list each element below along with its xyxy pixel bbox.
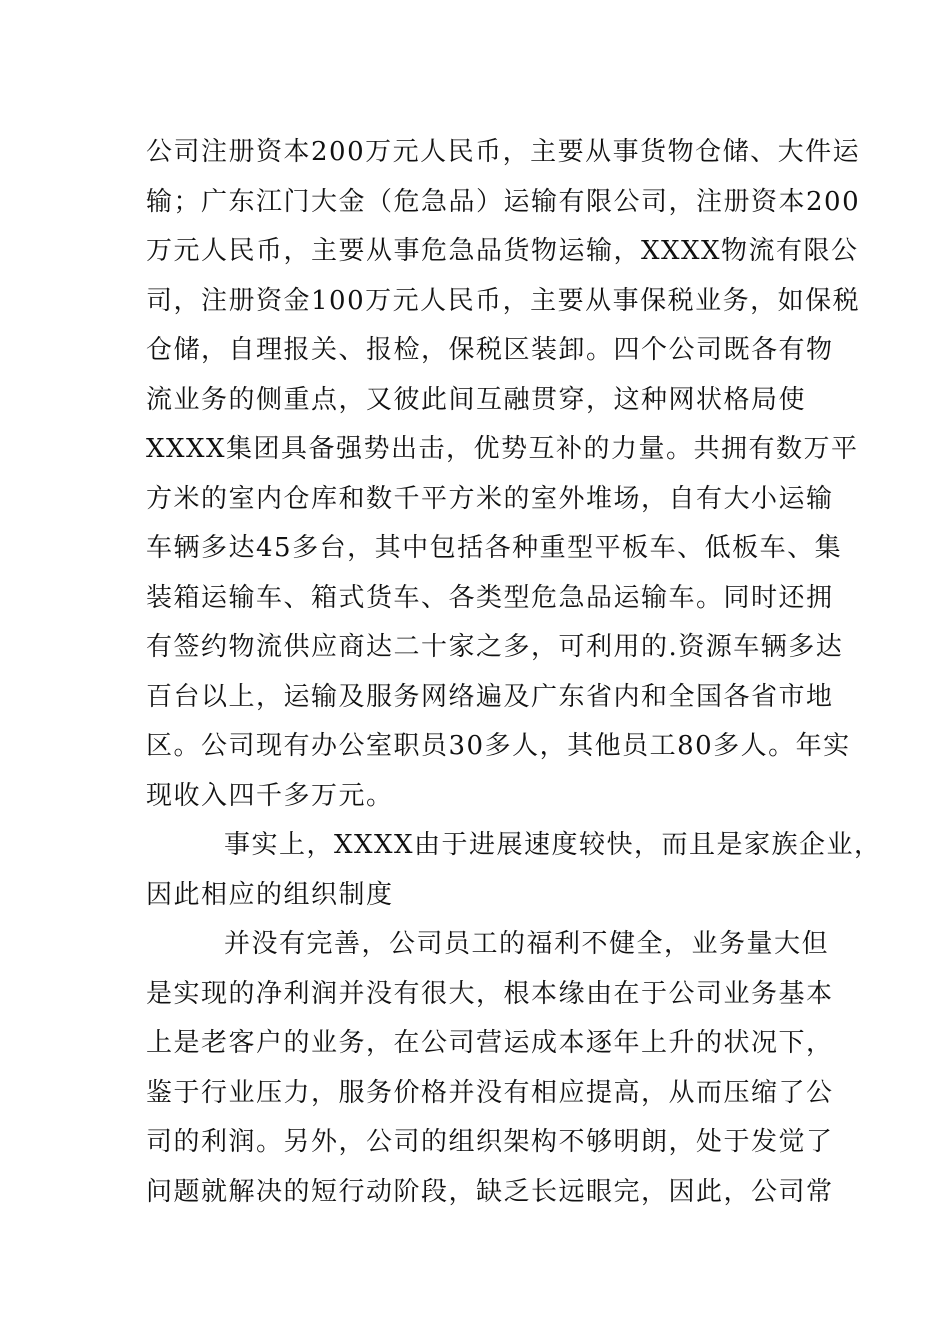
- text-line: XXXX集团具备强势出击，优势互补的力量。共拥有数万平: [146, 434, 859, 464]
- text-line: 输；广东江门大金（危急品）运输有限公司，注册资本200: [146, 186, 861, 217]
- text-line: 仓储，自理报关、报检，保税区装卸。四个公司既各有物: [146, 335, 834, 365]
- text-line: 现收入四千多万元。: [146, 780, 394, 811]
- text-line: 区。公司现有办公室职员30多人，其他员工80多人。年实: [146, 731, 851, 761]
- document-body: [146, 128, 882, 1217]
- text-line: 车辆多达45多台，其中包括各种重型平板车、低板车、集: [146, 533, 843, 563]
- text-line: 司的利润。另外，公司的组织架构不够明朗，处于发觉了: [146, 1127, 834, 1157]
- text-line: 有签约物流供应商达二十家之多，可利用的.资源车辆多达: [146, 632, 844, 662]
- text-line: 问题就解决的短行动阶段，缺乏长远眼完，因此，公司常: [146, 1176, 834, 1207]
- paragraph-1: [146, 128, 861, 821]
- text-line: 万元人民币，主要从事危急品货物运输，XXXX物流有限公: [146, 236, 859, 266]
- paragraph-2: [146, 821, 882, 920]
- text-line: 司，注册资金100万元人民币，主要从事保税业务，如保税: [146, 285, 861, 316]
- text-line: 并没有完善，公司员工的福利不健全，业务量大但: [224, 929, 830, 959]
- text-line: 是实现的净利润并没有很大，根本缘由在于公司业务基本: [146, 978, 834, 1009]
- text-line: 公司注册资本200万元人民币，主要从事货物仓储、大件运: [146, 137, 861, 167]
- text-line: 方米的室内仓库和数千平方米的室外堆场，自有大小运输: [146, 483, 834, 514]
- paragraph-3: [146, 920, 834, 1217]
- text-line: 百台以上，运输及服务网络遍及广东省内和全国各省市地: [146, 681, 834, 712]
- text-line: 因此相应的组织制度: [146, 879, 394, 910]
- text-line: 流业务的侧重点，又彼此间互融贯穿，这种网状格局使: [146, 384, 807, 415]
- text-line: 上是老客户的业务，在公司营运成本逐年上升的状况下，: [146, 1028, 834, 1058]
- text-line: 事实上，XXXX由于进展速度较快，而且是家族企业，: [224, 830, 882, 860]
- text-line: 装箱运输车、箱式货车、各类型危急品运输车。同时还拥: [146, 582, 834, 613]
- text-line: 鉴于行业压力，服务价格并没有相应提高，从而压缩了公: [146, 1077, 834, 1108]
